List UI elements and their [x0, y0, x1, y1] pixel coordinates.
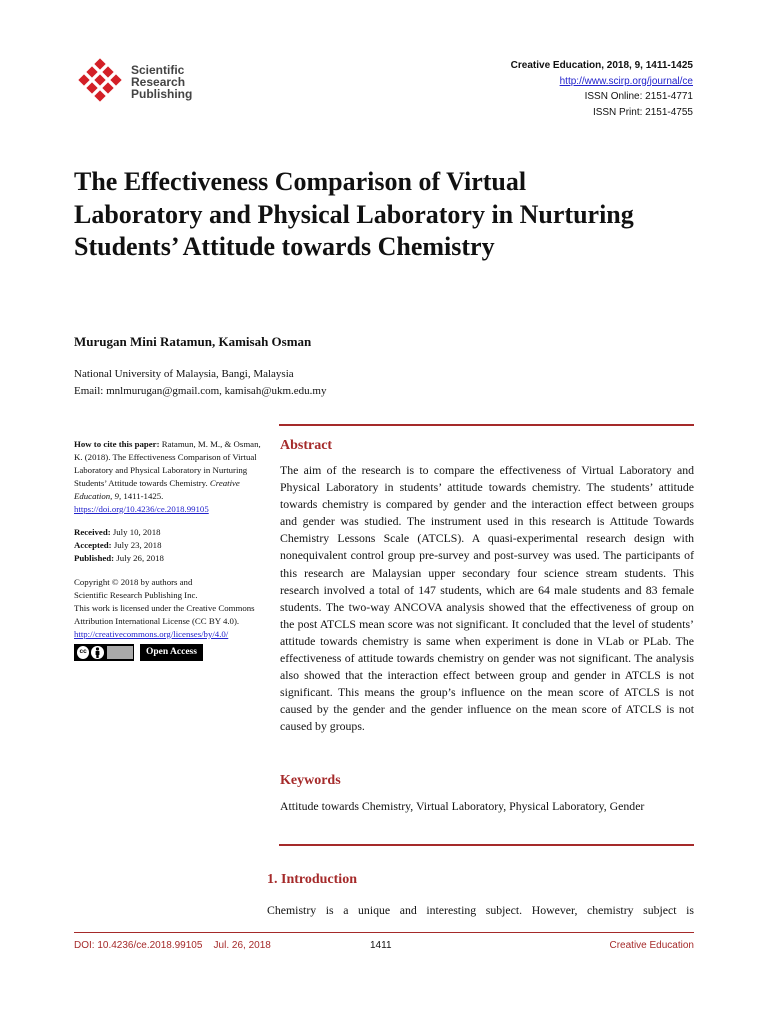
license-text: This work is licensed under the Creative Commons Attribution International License (CC BY 4.0). — [74, 602, 255, 626]
article-title: The Effectiveness Comparison of Virtual Laboratory and Physical Laboratory in Nurturing Students’ Attitude towards Chemistry — [74, 167, 634, 261]
open-access-badge[interactable]: Open Access — [140, 644, 203, 661]
affiliation-block — [74, 366, 326, 400]
abstract-text: The aim of the research is to compare the effectiveness of Virtual Laboratory and Physical Laboratory in students’ attitude towards chemistry. The students’ attitude towards chemistry is compared by gender and the interaction effect between groups and gender was studied. The instrument used in this research is Attitude Towards Chemistry Lessons Scale (ATCLS). A quasi-experimental research design with nonequivalent control group pre-survey and post-survey was used. The participants of this research are Malaysian upper secondary four science stream students. This research involved a total of 147 students, which are 64 male students and 83 female students. The two-way ANCOVA analysis showed that the effectiveness of group on the post ATCLS mean score was not significant. It concluded that the level of students’ attitude towards chemistry is same when experiment is done in VLab or PLab. The effectiveness of attitude towards chemistry on gender was not significant. The analysis also showed that the interaction effect between group and gender in ATCLS is not significant. This means the group’s influence on the mean score of ATCLS is not caused by the gender and the gender influence on the mean score of ATCLS is not caused by groups. — [280, 463, 694, 734]
keywords-text: Attitude towards Chemistry, Virtual Laboratory, Physical Laboratory, Gender — [280, 799, 645, 813]
journal-info — [511, 58, 693, 120]
cc-icon: cc — [77, 646, 89, 659]
keywords-rule — [279, 844, 694, 846]
received-date: Received: July 10, 2018 — [74, 527, 161, 538]
introduction-heading: 1. Introduction — [267, 872, 357, 887]
article-sidebar — [74, 438, 262, 661]
copyright: Copyright © 2018 by authors and Scientific Research Publishing Inc. — [74, 577, 198, 601]
license-badges — [74, 644, 203, 661]
published-date: Published: July 26, 2018 — [74, 553, 164, 564]
page-number: 1411 — [370, 940, 392, 951]
accepted-date: Accepted: July 23, 2018 — [74, 540, 162, 551]
cite-doi-link[interactable]: https://doi.org/10.4236/ce.2018.99105 — [74, 503, 209, 514]
keywords-heading: Keywords — [280, 773, 341, 788]
attribution-icon — [91, 646, 103, 659]
issn-print: ISSN Print: 2151-4755 — [592, 106, 693, 118]
publisher-name: Scientific Research Publishing — [131, 63, 193, 101]
article-authors: Murugan Mini Ratamun, Kamisah Osman — [74, 334, 312, 349]
cite-text: Ratamun, M. M., & Osman, K. (2018). The Effectiveness Comparison of Virtual Laboratory and Physical Laboratory in Nurturing Students’ Attitude towards Chemistry. — [74, 439, 261, 488]
cc-by-badge[interactable] — [74, 644, 134, 661]
journal-name: Creative Education, 2018, 9, 1411-1425 — [510, 60, 693, 71]
footer-doi: DOI: 10.4236/ce.2018.99105 Jul. 26, 2018 — [74, 940, 271, 951]
author-email: Email: mnlmurugan@gmail.com, kamisah@ukm.edu.my — [74, 385, 327, 397]
introduction-text: Chemistry is a unique and interesting subject. However, chemistry subject is — [267, 903, 694, 917]
license-link[interactable]: http://creativecommons.org/licenses/by/4.0/ — [74, 628, 229, 639]
citation — [74, 438, 262, 515]
cite-pages: 1411-1425. — [123, 490, 164, 501]
cite-journal: Creative Education, 9, — [74, 477, 240, 501]
journal-url-link[interactable]: http://www.scirp.org/journal/ce — [559, 75, 693, 87]
abstract-heading: Abstract — [280, 438, 333, 453]
footer-journal: Creative Education — [609, 940, 694, 951]
footer-rule — [74, 932, 694, 933]
abstract-rule — [279, 424, 694, 426]
affiliation: National University of Malaysia, Bangi, Malaysia — [74, 368, 294, 380]
cite-label: How to cite this paper: — [74, 439, 160, 449]
issn-online: ISSN Online: 2151-4771 — [584, 91, 693, 102]
